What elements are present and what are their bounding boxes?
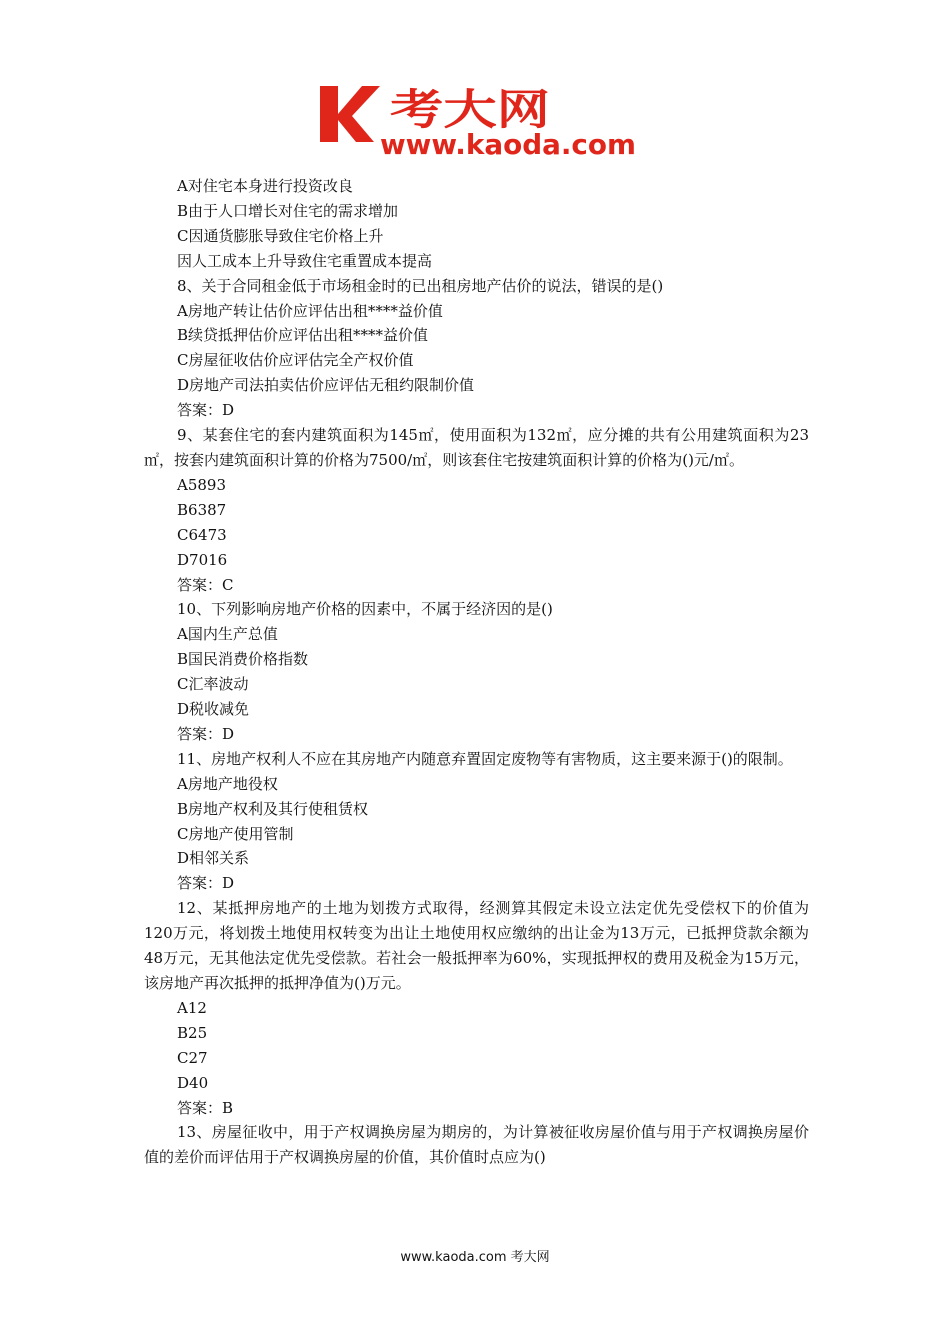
option-text: A对住宅本身进行投资改良	[177, 177, 353, 195]
option-text: D40	[177, 1073, 209, 1092]
option-text: B6387	[177, 500, 227, 519]
question-text: 11、房地产权利人不应在其房地产内随意弃置固定废物等有害物质，这主要来源于()的限制。	[177, 749, 793, 768]
document-body	[144, 174, 809, 1170]
answer-text: 答案：B	[177, 1098, 234, 1117]
option-text: C汇率波动	[177, 675, 249, 694]
page-footer: www.kaoda.com 考大网	[400, 1250, 550, 1265]
question-text: 13、房屋征收中，用于产权调换房屋为期房的，为计算被征收房屋价值与用于产权调换房屋价值的差价而评估用于产权调换房屋的价值，其价值时点应为()	[144, 1123, 809, 1167]
option-text: B由于人口增长对住宅的需求增加	[177, 201, 399, 220]
logo-title: 考大网	[390, 85, 550, 134]
option-text: C房屋征收估价应评估完全产权价值	[177, 351, 414, 370]
option-text: A5893	[177, 475, 227, 494]
option-text: C6473	[177, 525, 227, 544]
option-text: A国内生产总值	[177, 625, 278, 644]
kaoda-logo-graphic	[318, 80, 640, 160]
answer-text: 答案：D	[177, 724, 235, 743]
option-text: C27	[177, 1048, 208, 1067]
question-text: 10、下列影响房地产价格的因素中，不属于经济因的是()	[177, 600, 553, 619]
option-text: A12	[177, 998, 207, 1017]
option-text: B续贷抵押估价应评估出租****益价值	[177, 326, 429, 345]
option-text: D7016	[177, 550, 228, 569]
option-text: A房地产地役权	[177, 774, 278, 793]
question-text: 12、某抵押房地产的土地为划拨方式取得，经测算其假定未设立法定优先受偿权下的价值为120万元，将划拨土地使用权转变为出让土地使用权应缴纳的出让金为13万元，已抵押贷款余额为48万元，无其他法定优先受偿款。若社会一般抵押率为60%，实现抵押权的费用及税金为15万元，该房地产再次抵押的抵押净值为()万元。	[144, 899, 809, 992]
kaoda-logo	[318, 80, 640, 160]
option-text: B房地产权利及其行使租赁权	[177, 799, 369, 818]
answer-text: 答案：C	[177, 575, 234, 594]
option-text: D相邻关系	[177, 849, 250, 868]
option-text: D房地产司法拍卖估价应评估无租约限制价值	[177, 376, 475, 395]
answer-text: 答案：D	[177, 874, 235, 893]
option-text: C因通货膨胀导致住宅价格上升	[177, 226, 384, 245]
option-text: B25	[177, 1023, 208, 1042]
question-text: 8、关于合同租金低于市场租金时的已出租房地产估价的说法，错误的是()	[177, 276, 664, 295]
option-text: C房地产使用管制	[177, 824, 294, 843]
option-text: B国民消费价格指数	[177, 650, 309, 669]
option-text: D税收减免	[177, 700, 250, 719]
option-text: A房地产转让估价应评估出租****益价值	[177, 301, 443, 320]
answer-text: 答案：D	[177, 401, 235, 420]
question-text: 9、某套住宅的套内建筑面积为145㎡，使用面积为132㎡，应分摊的共有公用建筑面积为23㎡，按套内建筑面积计算的价格为7500/㎡，则该套住宅按建筑面积计算的价格为()元/㎡。	[144, 426, 809, 469]
logo-k-mark	[320, 86, 380, 142]
logo-url: www.kaoda.com	[380, 128, 636, 160]
option-text: 因人工成本上升导致住宅重置成本提高	[177, 251, 433, 270]
